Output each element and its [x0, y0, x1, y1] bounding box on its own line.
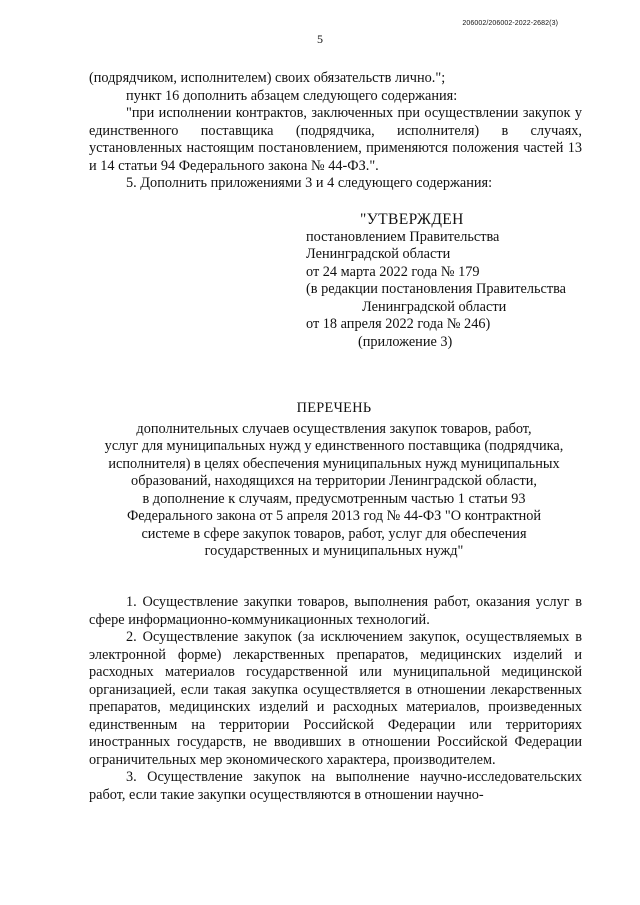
approval-heading: "УТВЕРЖДЕН	[360, 211, 464, 228]
approval-line: от 24 марта 2022 года № 179	[306, 263, 480, 280]
list-subtitle-line: в дополнение к случаям, предусмотренным частью 1 статьи 93	[142, 490, 526, 507]
intro-paragraph: "при исполнении контрактов, заключенных при осуществлении закупок у единственного поставщика (подрядчика, исполнителя) в случаях, установленных настоящим постановлением, применяются положения частей 13 и 14 статьи 94 Федерального закона № 44-ФЗ.".	[89, 105, 582, 174]
case-list	[89, 594, 582, 804]
page-number: 5	[317, 32, 323, 46]
list-subtitle-line: образований, находящихся на территории Ленинградской области,	[131, 473, 537, 489]
list-subtitle-line: дополнительных случаев осуществления закупок товаров, работ,	[136, 420, 532, 437]
approval-line: Ленинградской области	[362, 298, 507, 315]
list-title: ПЕРЕЧЕНЬ	[296, 400, 372, 416]
list-title-block	[60, 400, 608, 561]
list-subtitle-line: Федерального закона от 5 апреля 2013 год № 44-ФЗ "О контрактной	[126, 508, 542, 524]
list-subtitle-line: услуг для муниципальных нужд у единственного поставщика (подрядчика,	[104, 438, 564, 454]
list-item: 2. Осуществление закупок (за исключением закупок, осуществляемых в электронной форме) лекарственных препаратов, медицинских изделий и расходных материалов государственной или муниципальной медицинской организацией, если такая закупка осуществляется в отношении лекарственных препаратов, медицинских изделий и расходных материалов, произведенных единственным на территории Российской Федерации или территориях иностранных государств, не вводивших в отношении Российской Федерации ограничительных мер экономического характера, производителем.	[89, 629, 582, 768]
list-item: 3. Осуществление закупок на выполнение научно-исследовательских работ, если такие закупки осуществляются в отношении научно-	[89, 769, 582, 803]
intro-paragraph: пункт 16 дополнить абзацем следующего содержания:	[126, 87, 458, 104]
approval-attachment: (приложение 3)	[358, 333, 453, 350]
approval-line: (в редакции постановления Правительства	[306, 281, 567, 297]
intro-paragraph: (подрядчиком, исполнителем) своих обязательств лично.";	[89, 70, 446, 86]
approval-line: от 18 апреля 2022 года № 246)	[306, 316, 491, 332]
list-item: 1. Осуществление закупки товаров, выполнения работ, оказания услуг в сфере информационно-коммуникационных технологий.	[89, 594, 582, 628]
approval-block	[306, 211, 606, 351]
approval-line: постановлением Правительства	[306, 228, 500, 245]
document-id: 206002/206002-2022-2682(3)	[462, 20, 558, 27]
list-subtitle-line: исполнителя) в целях обеспечения муниципальных нужд муниципальных	[108, 455, 560, 472]
intro-paragraph: 5. Дополнить приложениями 3 и 4 следующего содержания:	[126, 175, 493, 191]
intro-text	[89, 70, 582, 193]
list-subtitle-line: государственных и муниципальных нужд"	[204, 543, 464, 559]
approval-line: Ленинградской области	[306, 246, 451, 262]
list-subtitle-line: системе в сфере закупок товаров, работ, услуг для обеспечения	[141, 525, 527, 542]
